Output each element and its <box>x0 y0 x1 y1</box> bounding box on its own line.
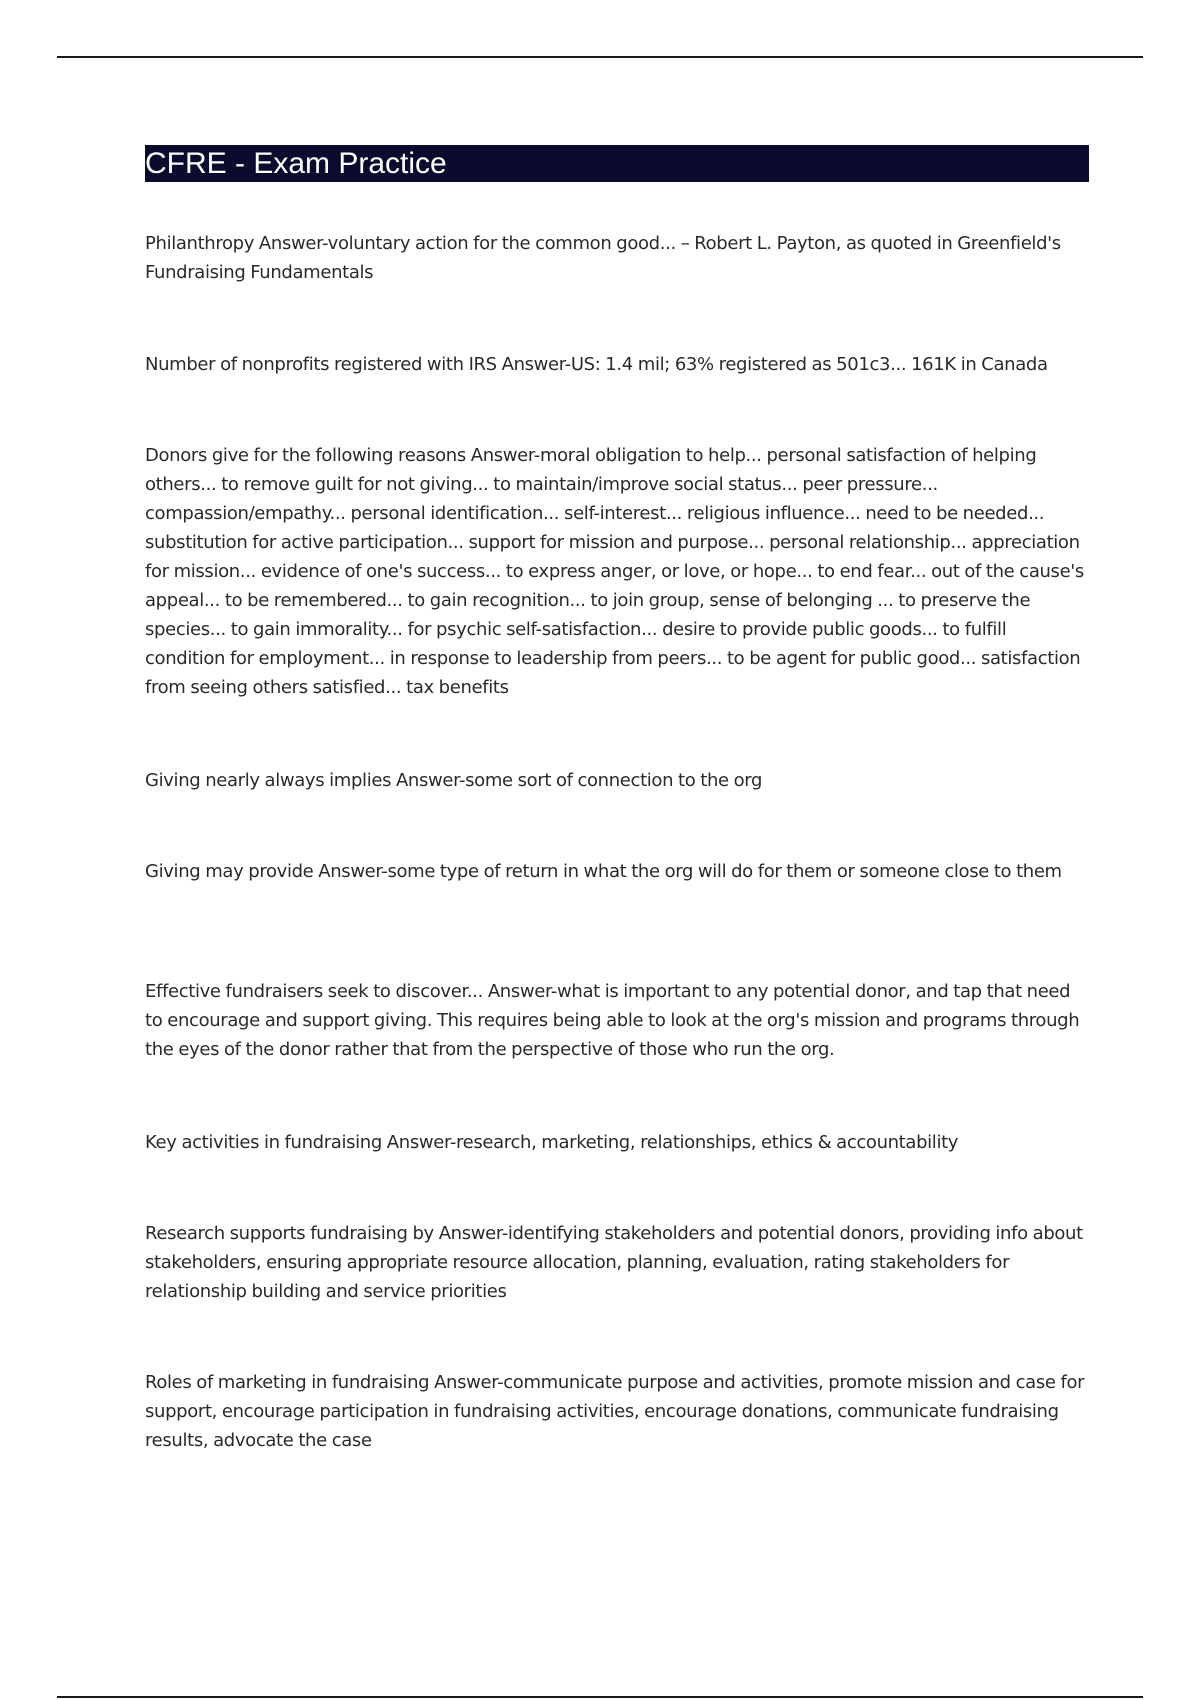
qa-entry-effective-fundraisers: Effective fundraisers seek to discover... Answer-what is important to any potential donor, and tap that need to encourage and support giving. This requires being able to look at the org's mission and programs through the eyes of the donor rather that from the perspective of those who run the org. <box>145 981 1080 1060</box>
document-title: CFRE - Exam Practice <box>145 145 1089 182</box>
page-bottom-rule <box>57 1696 1143 1698</box>
qa-entry-nonprofits: Number of nonprofits registered with IRS Answer-US: 1.4 mil; 63% registered as 501c3... 161K in Canada <box>145 354 1048 375</box>
qa-entry-giving-provides: Giving may provide Answer-some type of return in what the org will do for them or someone close to them <box>145 861 1062 882</box>
qa-entry-philanthropy: Philanthropy Answer-voluntary action for the common good... – Robert L. Payton, as quoted in Greenfield's Fundraising Fundamentals <box>145 233 1061 283</box>
qa-entry-research: Research supports fundraising by Answer-identifying stakeholders and potential donors, providing info about stakeholders, ensuring appropriate resource allocation, planning, evaluation, rating stakeholders for relationship building and service priorities <box>145 1223 1083 1302</box>
qa-entry-marketing-roles: Roles of marketing in fundraising Answer-communicate purpose and activities, promote mission and case for support, encourage participation in fundraising activities, encourage donations, communicate fundraising results, advocate the case <box>145 1372 1085 1451</box>
page-top-rule <box>57 56 1143 58</box>
qa-entry-donor-reasons: Donors give for the following reasons Answer-moral obligation to help... personal satisfaction of helping others... to remove guilt for not giving... to maintain/improve social status... peer pressure... compassion/empathy... personal identification... self-interest... religious influence... need to be needed... substitution for active participation... support for mission and purpose... personal relationship... appreciation for mission... evidence of one's success... to express anger, or love, or hope... to end fear... out of the cause's appeal... to be remembered... to gain recognition... to join group, sense of belonging ... to preserve the species... to gain immorality... for psychic self-satisfaction... desire to provide public goods... to fulfill condition for employment... in response to leadership from peers... to be agent for public good... satisfaction from seeing others satisfied... tax benefits <box>145 445 1084 698</box>
qa-entry-key-activities: Key activities in fundraising Answer-research, marketing, relationships, ethics & accountability <box>145 1132 959 1153</box>
qa-entry-giving-implies: Giving nearly always implies Answer-some sort of connection to the org <box>145 770 763 791</box>
